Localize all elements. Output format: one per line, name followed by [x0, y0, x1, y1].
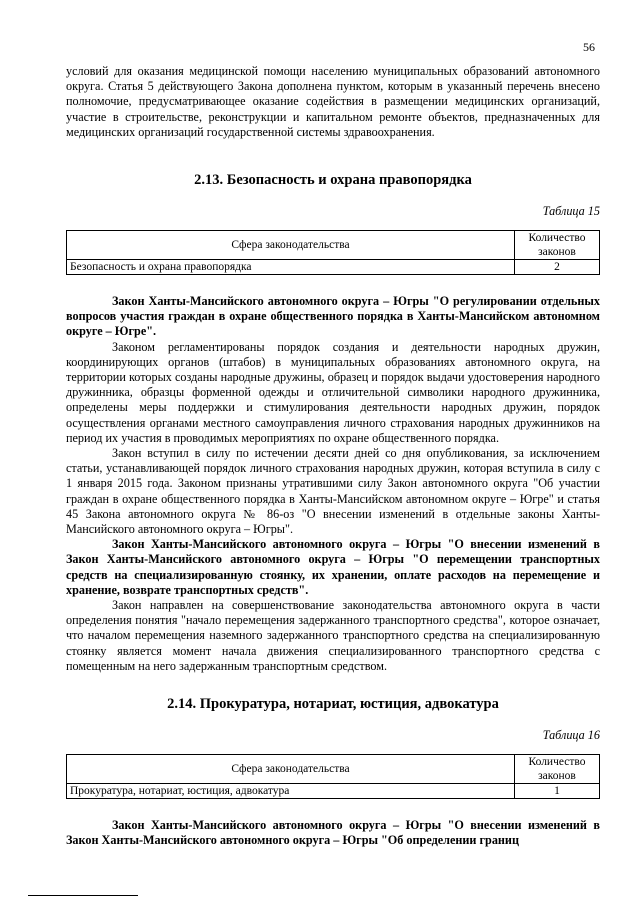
page-number: 56 [583, 40, 595, 54]
footnote-divider [28, 895, 138, 896]
table-header-count: Количество законов [515, 755, 600, 784]
table-cell-count: 1 [515, 784, 600, 799]
table-header-sphere: Сфера законодательства [67, 755, 515, 784]
table-header-count: Количество законов [515, 231, 600, 260]
law-title: Закон Ханты-Мансийского автономного округа – Югры "О внесении изменений в Закон Ханты-Мансийского автономного округа – Югры "Об определении границ [66, 818, 600, 848]
table-row [67, 260, 600, 275]
table-15-caption: Таблица 15 [542, 204, 600, 218]
table-cell-sphere: Безопасность и охрана правопорядка [67, 260, 515, 275]
table-cell-count: 2 [515, 260, 600, 275]
section-2-14-heading: 2.14. Прокуратура, нотариат, юстиция, адвокатура [167, 696, 499, 712]
section-2-14-body [66, 818, 600, 848]
table-16 [66, 754, 600, 799]
table-header-sphere: Сфера законодательства [67, 231, 515, 260]
section-2-13-body [66, 294, 600, 674]
table-header-row [67, 231, 600, 260]
intro-paragraph: условий для оказания медицинской помощи населению муниципальных образований автономного округа. Статья 5 действующего Закона дополнена пунктом, которым в указанный перечень внесено полномочие, предусматривающее оказание содействия в размещении медицинских организаций, участие в строительстве, реконструкции и капитальном ремонте объектов, предназначенных для медицинских организаций государственной системы здравоохранения. [66, 64, 600, 139]
table-15 [66, 230, 600, 275]
law-title: Закон Ханты-Мансийского автономного округа – Югры "О регулировании отдельных вопросов участия граждан в охране общественного порядка в Ханты-Мансийском автономном округе – Югре". [66, 294, 600, 339]
table-cell-sphere: Прокуратура, нотариат, юстиция, адвокатура [67, 784, 515, 799]
table-row [67, 784, 600, 799]
table-16-block [66, 728, 600, 799]
table-15-block [66, 204, 600, 275]
section-2-14-heading-block [66, 696, 600, 713]
law-description: Закон направлен на совершенствование законодательства автономного округа в части определения понятия "начало перемещения задержанного транспортного средства", которое означает, что началом перемещения наземного задержанного транспортного средства на специализированную стоянку является момент начала движения специализированного транспортного средства с помещенным на него задержанным транспортным средством. [66, 598, 600, 673]
section-2-13-heading: 2.13. Безопасность и охрана правопорядка [194, 172, 472, 188]
intro-paragraph-block [66, 64, 600, 140]
law-effective-paragraph: Закон вступил в силу по истечении десяти дней со дня опубликования, за исключением статьи, устанавливающей порядок личного страхования народных дружин, которая вступила в силу с 1 января 2015 года. Законом признаны утратившими силу Закон автономного округа "Об участии граждан в охране общественного порядка в Ханты-Мансийском автономном округе – Югре" и статья 45 Закона автономного округа № 86-оз "О внесении изменений в отдельные законы Ханты-Мансийского автономного округа – Югры". [66, 446, 600, 537]
table-16-caption: Таблица 16 [542, 728, 600, 742]
law-title: Закон Ханты-Мансийского автономного округа – Югры "О внесении изменений в Закон Ханты-Мансийского автономного округа – Югры "О перемещении транспортных средств на специализированную стоянку, их хранении, оплате расходов на перемещение и хранение, возврате транспортных средств". [66, 537, 600, 597]
table-header-row [67, 755, 600, 784]
law-description: Законом регламентированы порядок создания и деятельности народных дружин, координирующих органов (штабов) в муниципальных образованиях автономного округа, на территории которых созданы народные дружины, образец и порядок выдачи удостоверения народного дружинника, образцы форменной одежды и отличительной символики народного дружинника, определены меры поддержки и стимулирования деятельности народных дружин, порядок осуществления органами местного самоуправления личного страхования народных дружинников на период их участия в проводимых мероприятиях по охране общественного порядка. [66, 339, 600, 445]
section-2-13-heading-block [66, 172, 600, 189]
